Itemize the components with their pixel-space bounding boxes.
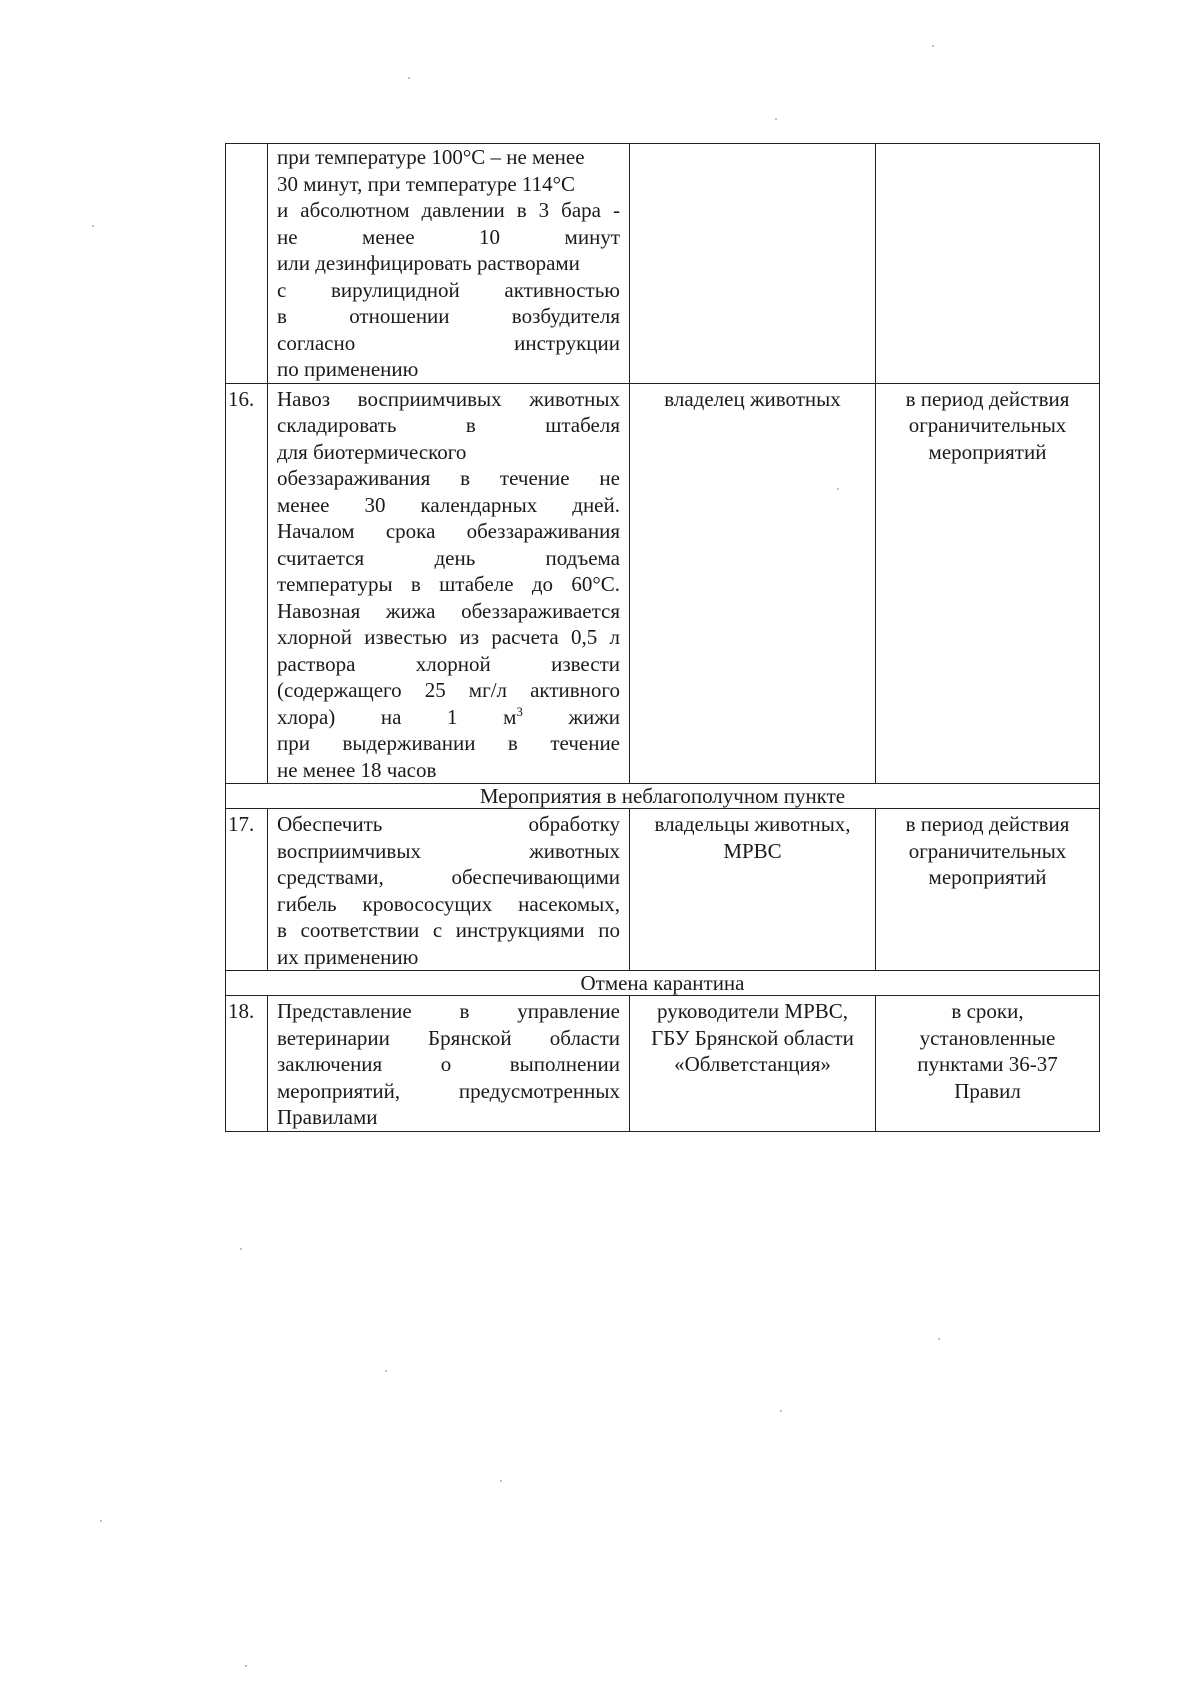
term-cell — [876, 809, 1100, 971]
action-line-chlorine — [277, 704, 620, 731]
scan-speck — [92, 225, 94, 227]
scan-speck — [775, 118, 777, 120]
action-line: 30 минут, при температуре 114°С — [277, 171, 576, 196]
action-line: хлорной известью из расчета 0,5 л — [277, 625, 620, 649]
term-cell — [876, 144, 1100, 384]
action-line: с вирулицидной активностью — [277, 277, 620, 302]
scan-speck — [408, 77, 410, 79]
responsible-cell — [630, 996, 876, 1132]
responsible-cell — [630, 383, 876, 784]
table-row-18 — [226, 996, 1100, 1132]
action-line: ветеринарии Брянской области — [277, 1025, 620, 1050]
section-title: Отмена карантина — [226, 971, 1100, 996]
action-line: Навоз восприимчивых животных — [277, 386, 620, 411]
action-line: раствора хлорной извести — [277, 651, 620, 676]
term-line: мероприятий — [928, 439, 1047, 464]
term-line: установленные — [919, 1025, 1056, 1050]
row-number-cell — [226, 144, 268, 384]
action-line: Представление в управление — [277, 999, 620, 1023]
responsible-line: «Облветстанция» — [674, 1052, 831, 1076]
action-cell — [268, 144, 630, 384]
action-line: их применению — [277, 944, 419, 969]
chlorine-text-b: жижи — [522, 704, 620, 729]
action-cell — [268, 996, 630, 1132]
responsible-line: МРВС — [723, 838, 782, 863]
cubic-superscript: 3 — [516, 703, 523, 719]
scan-speck — [932, 45, 934, 47]
action-line: согласно инструкции — [277, 330, 620, 355]
action-line: менее 30 календарных дней. — [277, 492, 620, 517]
action-line: и абсолютном давлении в 3 бара - — [277, 198, 620, 222]
term-line: в сроки, — [951, 999, 1024, 1023]
term-line: в период действия — [905, 386, 1070, 411]
action-line: обеззараживания в течение не — [277, 466, 620, 490]
action-line: Обеспечить обработку — [277, 812, 620, 836]
section-title: Мероприятия в неблагополучном пункте — [226, 784, 1100, 809]
section-row-quarantine — [226, 971, 1100, 996]
row-number: 18. — [226, 996, 268, 1132]
action-line: не менее 18 часов — [277, 757, 437, 782]
scan-speck — [837, 488, 839, 490]
section-row-unfavorable — [226, 784, 1100, 809]
action-line: при выдерживании в течение — [277, 731, 620, 755]
scan-speck — [385, 1370, 387, 1372]
responsible-text: владелец животных — [664, 386, 841, 411]
scan-speck — [240, 1248, 242, 1250]
action-line: Правилами — [277, 1105, 378, 1129]
responsible-line: ГБУ Брянской области — [651, 1025, 854, 1050]
responsible-line: владельцы животных, — [654, 812, 851, 836]
action-line: восприимчивых животных — [277, 838, 620, 863]
action-line: (содержащего 25 мг/л активного — [277, 678, 620, 702]
action-line: или дезинфицировать растворами — [277, 251, 580, 275]
term-line: пунктами 36-37 — [917, 1052, 1058, 1076]
action-line: мероприятий, предусмотренных — [277, 1078, 620, 1103]
action-line: складировать в штабеля — [277, 413, 620, 437]
action-line: гибель кровососущих насекомых, — [277, 891, 620, 916]
action-line: Навозная жижа обеззараживается — [277, 598, 620, 623]
action-line: средствами, обеспечивающими — [277, 865, 620, 889]
term-line: Правил — [954, 1078, 1021, 1103]
row-number: 16. — [226, 383, 268, 784]
measures-table — [225, 143, 1100, 1132]
responsible-line: руководители МРВС, — [656, 999, 849, 1023]
action-line: считается день подъема — [277, 545, 620, 570]
action-line: Началом срока обеззараживания — [277, 519, 620, 543]
action-line: для биотермического — [277, 439, 467, 464]
responsible-cell — [630, 144, 876, 384]
scan-speck — [245, 1665, 247, 1667]
responsible-cell — [630, 809, 876, 971]
scan-speck — [100, 1520, 102, 1522]
row-number: 17. — [226, 809, 268, 971]
action-line: не менее 10 минут — [277, 224, 620, 249]
chlorine-text-a: хлора) на 1 м — [277, 704, 517, 729]
scan-speck — [780, 1410, 782, 1412]
table-row-continued — [226, 144, 1100, 384]
action-line: при температуре 100°С – не менее — [277, 145, 585, 169]
action-cell — [268, 383, 630, 784]
term-line: мероприятий — [928, 865, 1047, 889]
term-line: в период действия — [905, 812, 1070, 836]
term-line: ограничительных — [908, 838, 1067, 863]
action-line: по применению — [277, 357, 419, 381]
table-row-17 — [226, 809, 1100, 971]
action-line: температуры в штабеле до 60°С. — [277, 572, 620, 596]
term-cell — [876, 996, 1100, 1132]
action-line: заключения о выполнении — [277, 1052, 620, 1076]
action-cell — [268, 809, 630, 971]
table-row-16 — [226, 383, 1100, 784]
scan-speck — [500, 1480, 502, 1482]
scan-speck — [938, 1338, 940, 1340]
action-line: в соответствии с инструкциями по — [277, 918, 620, 942]
action-line: в отношении возбудителя — [277, 304, 620, 328]
term-cell — [876, 383, 1100, 784]
term-line: ограничительных — [908, 413, 1067, 437]
